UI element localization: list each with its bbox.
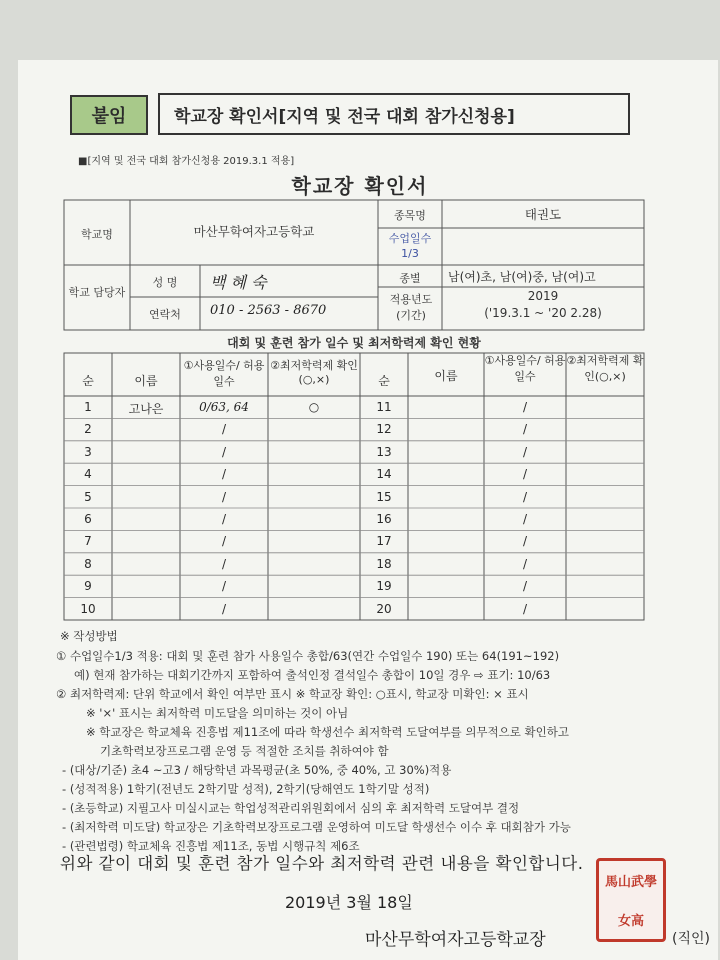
header-check-right: ②최저학력제 확인(○,×) [566,354,644,383]
name-label: 성 명 [152,276,178,289]
document-title: 학교장 확인서 [291,174,429,198]
seal-label: (직인) [672,931,710,947]
note-text: 예) 현재 참가하는 대회기간까지 포함하여 출석인정 결석일수 총합이 10일 경우 ⇨ 표기: 10/63 [74,668,551,682]
row-right-8-days: / [522,556,528,571]
row-right-7-days: / [522,534,528,549]
gender-label: 종별 [399,272,421,285]
note-line-4 [86,705,348,721]
header-no-right: 순 [378,374,390,388]
row-left-6-days: / [221,512,227,526]
contact-value: 010 - 2563 - 8670 [210,303,327,318]
note-line-5 [86,724,569,740]
confirmation-date: 2019년 3월 18일 [285,893,413,912]
row-left-7-days: / [221,534,227,549]
note-text: 최저학력제: 단위 학교에서 확인 여부만 표시 ※ 학교장 확인: ○표시, 학교장 미확인: × 표시 [69,687,529,701]
note-line-9 [62,800,519,816]
row-right-6-days: / [522,512,528,526]
row-right-2-no: 12 [376,422,392,437]
official-seal [596,858,666,942]
row-right-5-no: 15 [376,489,392,504]
header-days-right: ①사용일수/ 허용일수 [484,354,566,383]
note-text: ※ 학교장은 학교체육 진흥법 제11조에 따라 학생선수 최저학력 도달여부를 의무적으로 확인하고 [86,725,569,739]
note-bullet: ① [56,649,70,663]
row-left-4-days: / [221,467,227,482]
notes-heading: ※ 작성방법 [60,629,118,643]
note-line-7 [62,762,451,778]
header-check-left: ②최저학력제 확인(○,×) [270,359,358,386]
school-label: 학교명 [81,228,113,241]
note-bullet: - [62,820,70,834]
row-left-7-no: 7 [84,534,92,549]
year-label: 적용년도 (기간) [389,293,433,322]
note-line-3 [56,686,529,702]
note-bullet: ② [56,687,70,701]
row-left-8-days: / [221,556,227,571]
note-bullet: - [62,763,70,777]
note-text: (초등학교) 지필고사 미실시교는 학업성적관리위원회에서 심의 후 최저학력 도달여부 결정 [69,801,520,815]
header-name-right: 이름 [434,369,458,383]
note-line-1 [56,648,559,664]
row-right-3-no: 13 [376,444,392,459]
row-left-1-no: 1 [84,400,92,414]
note-text: (관련법령) 학교체육 진흥법 제11조, 동법 시행규칙 제6조 [69,839,360,853]
row-right-1-days: / [522,400,528,414]
row-left-10-no: 10 [80,601,96,616]
row-left-1-days: 0/63, 64 [199,400,249,414]
note-text: (최저학력 미도달) 학교장은 기초학력보장프로그램 운영하여 미도달 학생선수 이수 후 대회참가 가능 [69,820,571,834]
form-subtitle: ■[지역 및 전국 대회 참가신청용 2019.3.1 적용] [78,156,295,167]
row-right-4-no: 14 [376,467,392,482]
row-left-5-days: / [221,489,227,504]
note-text: (대상/기준) 초4 ~고3 / 해당학년 과목평균(초 50%, 중 40%, 고 30%)적용 [69,763,452,777]
note-line-8 [62,781,429,797]
row-right-9-days: / [522,579,528,594]
row-left-2-days: / [221,422,227,437]
confirmation-statement: 위와 같이 대회 및 훈련 참가 일수와 최저학력 관련 내용을 확인합니다. [60,854,584,873]
row-left-8-no: 8 [84,556,92,571]
row-left-9-no: 9 [84,579,92,594]
row-left-10-days: / [221,601,227,616]
note-text: 기초학력보장프로그램 운영 등 적절한 조치를 취하여야 함 [100,744,389,758]
row-right-5-days: / [522,489,528,504]
row-right-10-no: 20 [376,601,392,616]
seal-glyph-1: 馬山 [604,875,631,890]
row-left-1-name: 고나은 [128,402,164,416]
row-right-8-no: 18 [376,556,392,571]
row-right-6-no: 16 [376,512,392,526]
year-value: 2019 [527,289,559,303]
sport-value: 태권도 [524,207,562,222]
row-left-3-days: / [221,444,227,459]
row-left-3-no: 3 [84,444,92,459]
header-name-left: 이름 [134,374,158,388]
name-value: 백 혜 숙 [210,273,267,292]
note-text: 수업일수1/3 적용: 대회 및 훈련 참가 사용일수 총합/63(연간 수업일수 190) 또는 64(191~192) [69,649,560,663]
row-left-1-check: ○ [308,400,320,414]
seal-glyph-3: 女高 [617,914,644,929]
row-right-4-days: / [522,467,528,482]
manager-label: 학교 담당자 [68,286,126,299]
row-right-2-days: / [522,422,528,437]
row-right-9-no: 19 [376,579,392,594]
row-right-7-no: 17 [376,534,392,549]
header-title: 학교장 확인서[지역 및 전국 대회 참가신청용] [158,93,630,135]
sport-label: 종목명 [394,209,426,222]
note-line-2 [74,667,550,683]
row-right-3-days: / [522,444,528,459]
row-left-2-no: 2 [84,422,92,437]
row-right-10-days: / [522,601,528,616]
school-value: 마산무학여자고등학교 [193,224,315,239]
header-days-left: ①사용일수/ 허용일수 [183,359,265,388]
row-left-9-days: / [221,579,227,594]
note-bullet: - [62,801,70,815]
note-text: (성적적용) 1학기(전년도 2학기말 성적), 2학기(당해연도 1학기말 성적) [69,782,430,796]
note-text: ※ '×' 표시는 최저학력 미도달을 의미하는 것이 아님 [86,706,349,720]
row-left-4-no: 4 [84,467,92,482]
row-right-1-no: 11 [376,400,392,414]
period-value: ('19.3.1 ~ '20 2.28) [484,306,602,320]
gender-value: 남(여)초, 남(여)중, 남(여)고 [448,270,596,284]
contact-label: 연락처 [149,308,181,321]
principal-signature-line: 마산무학여자고등학교장 [365,930,546,950]
note-line-6 [100,743,389,759]
seal-glyph-2: 武學 [631,875,658,890]
note-bullet: - [62,782,70,796]
note-bullet: - [62,839,70,853]
note-line-10 [62,819,571,835]
row-left-6-no: 6 [84,512,92,526]
header-no-left: 순 [82,374,94,388]
class-days-label: 수업일수 1/3 [388,232,432,260]
row-left-5-no: 5 [84,489,92,504]
table-title: 대회 및 훈련 참가 일수 및 최저학력제 확인 현황 [227,336,481,350]
attachment-badge: 붙임 [70,95,148,135]
